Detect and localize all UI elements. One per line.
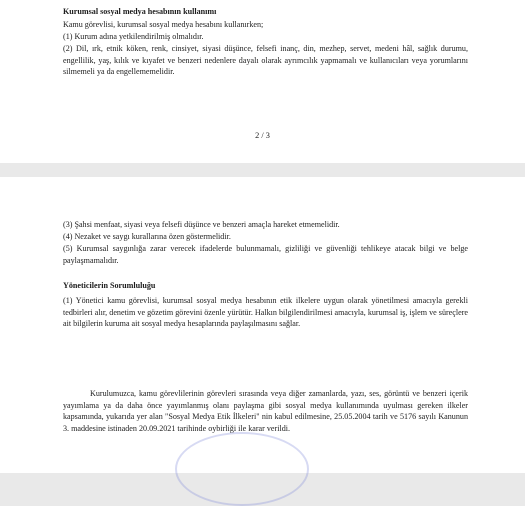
list-item-2: (2) Dil, ırk, etnik köken, renk, cinsiyet, siyasi düşünce, felsefi inanç, din, mezhep, servet, medeni hâl, sağlık durumu, engellilik, yaş, kılık ve kıyafet ve benzeri nedenlere dayalı olarak ayrımcılık yapmamalı ve kullanıcıları veya yorumlarını silmemeli ya da engellememelidir.: [63, 44, 468, 76]
list-item-1: (1) Kurum adına yetkilendirilmiş olmalıdır.: [63, 32, 204, 41]
page-number: 2 / 3: [255, 131, 270, 140]
section-heading-managers: Yöneticilerin Sorumluluğu: [63, 281, 156, 290]
list-item-5: (5) Kurumsal saygınlığa zarar verecek ifadelerde bulunmamalı, gizliliği ve güvenliği tehlikeye atacak bilgi ve belge paylaşmamalıdır.: [63, 244, 468, 265]
paragraph-intro: Kamu görevlisi, kurumsal sosyal medya hesabını kullanırken;: [63, 20, 264, 29]
list-item-3: (3) Şahsi menfaat, siyasi veya felsefi düşünce ve benzeri amaçla hareket etmemelidir.: [63, 220, 340, 229]
list-item-4: (4) Nezaket ve saygı kurallarına özen göstermelidir.: [63, 232, 231, 241]
document-page-top: [0, 0, 525, 163]
managers-item-1: (1) Yönetici kamu görevlisi, kurumsal sosyal medya hesabının etik ilkelere uygun olarak yönetilmesi amacıyla gerekli tedbirleri alır, denetim ve gözetim görevini özenle yürütür. Halkın bilgilendirilmesi amacıyla, kurumsal iş, işlem ve süreçlere ait bilgilerin kuruma ait sosyal medya hesaplarında paylaşılmasını sağlar.: [63, 296, 468, 328]
page-separator: [0, 163, 525, 177]
resolution-paragraph: Kurulumuzca, kamu görevlilerinin görevleri sırasında veya diğer zamanlarda, yazı, ses, görüntü ve benzeri içerik yayımlama ya da daha önce yayımlanmış olanı paylaşma gibi sosyal medya kullanımında uyulması gereken ilkeler kapsamında, yukarıda yer alan "Sosyal Medya Etik İlkeleri" nin kabul edilmesine, 25.05.2004 tarih ve 5176 sayılı Kanunun 3. maddesine istinaden 20.09.2021 tarihinde oybirliği ile karar verildi.: [63, 389, 468, 433]
official-stamp-watermark: [175, 432, 309, 506]
section-heading-corporate-account: Kurumsal sosyal medya hesabının kullanımı: [63, 7, 217, 16]
